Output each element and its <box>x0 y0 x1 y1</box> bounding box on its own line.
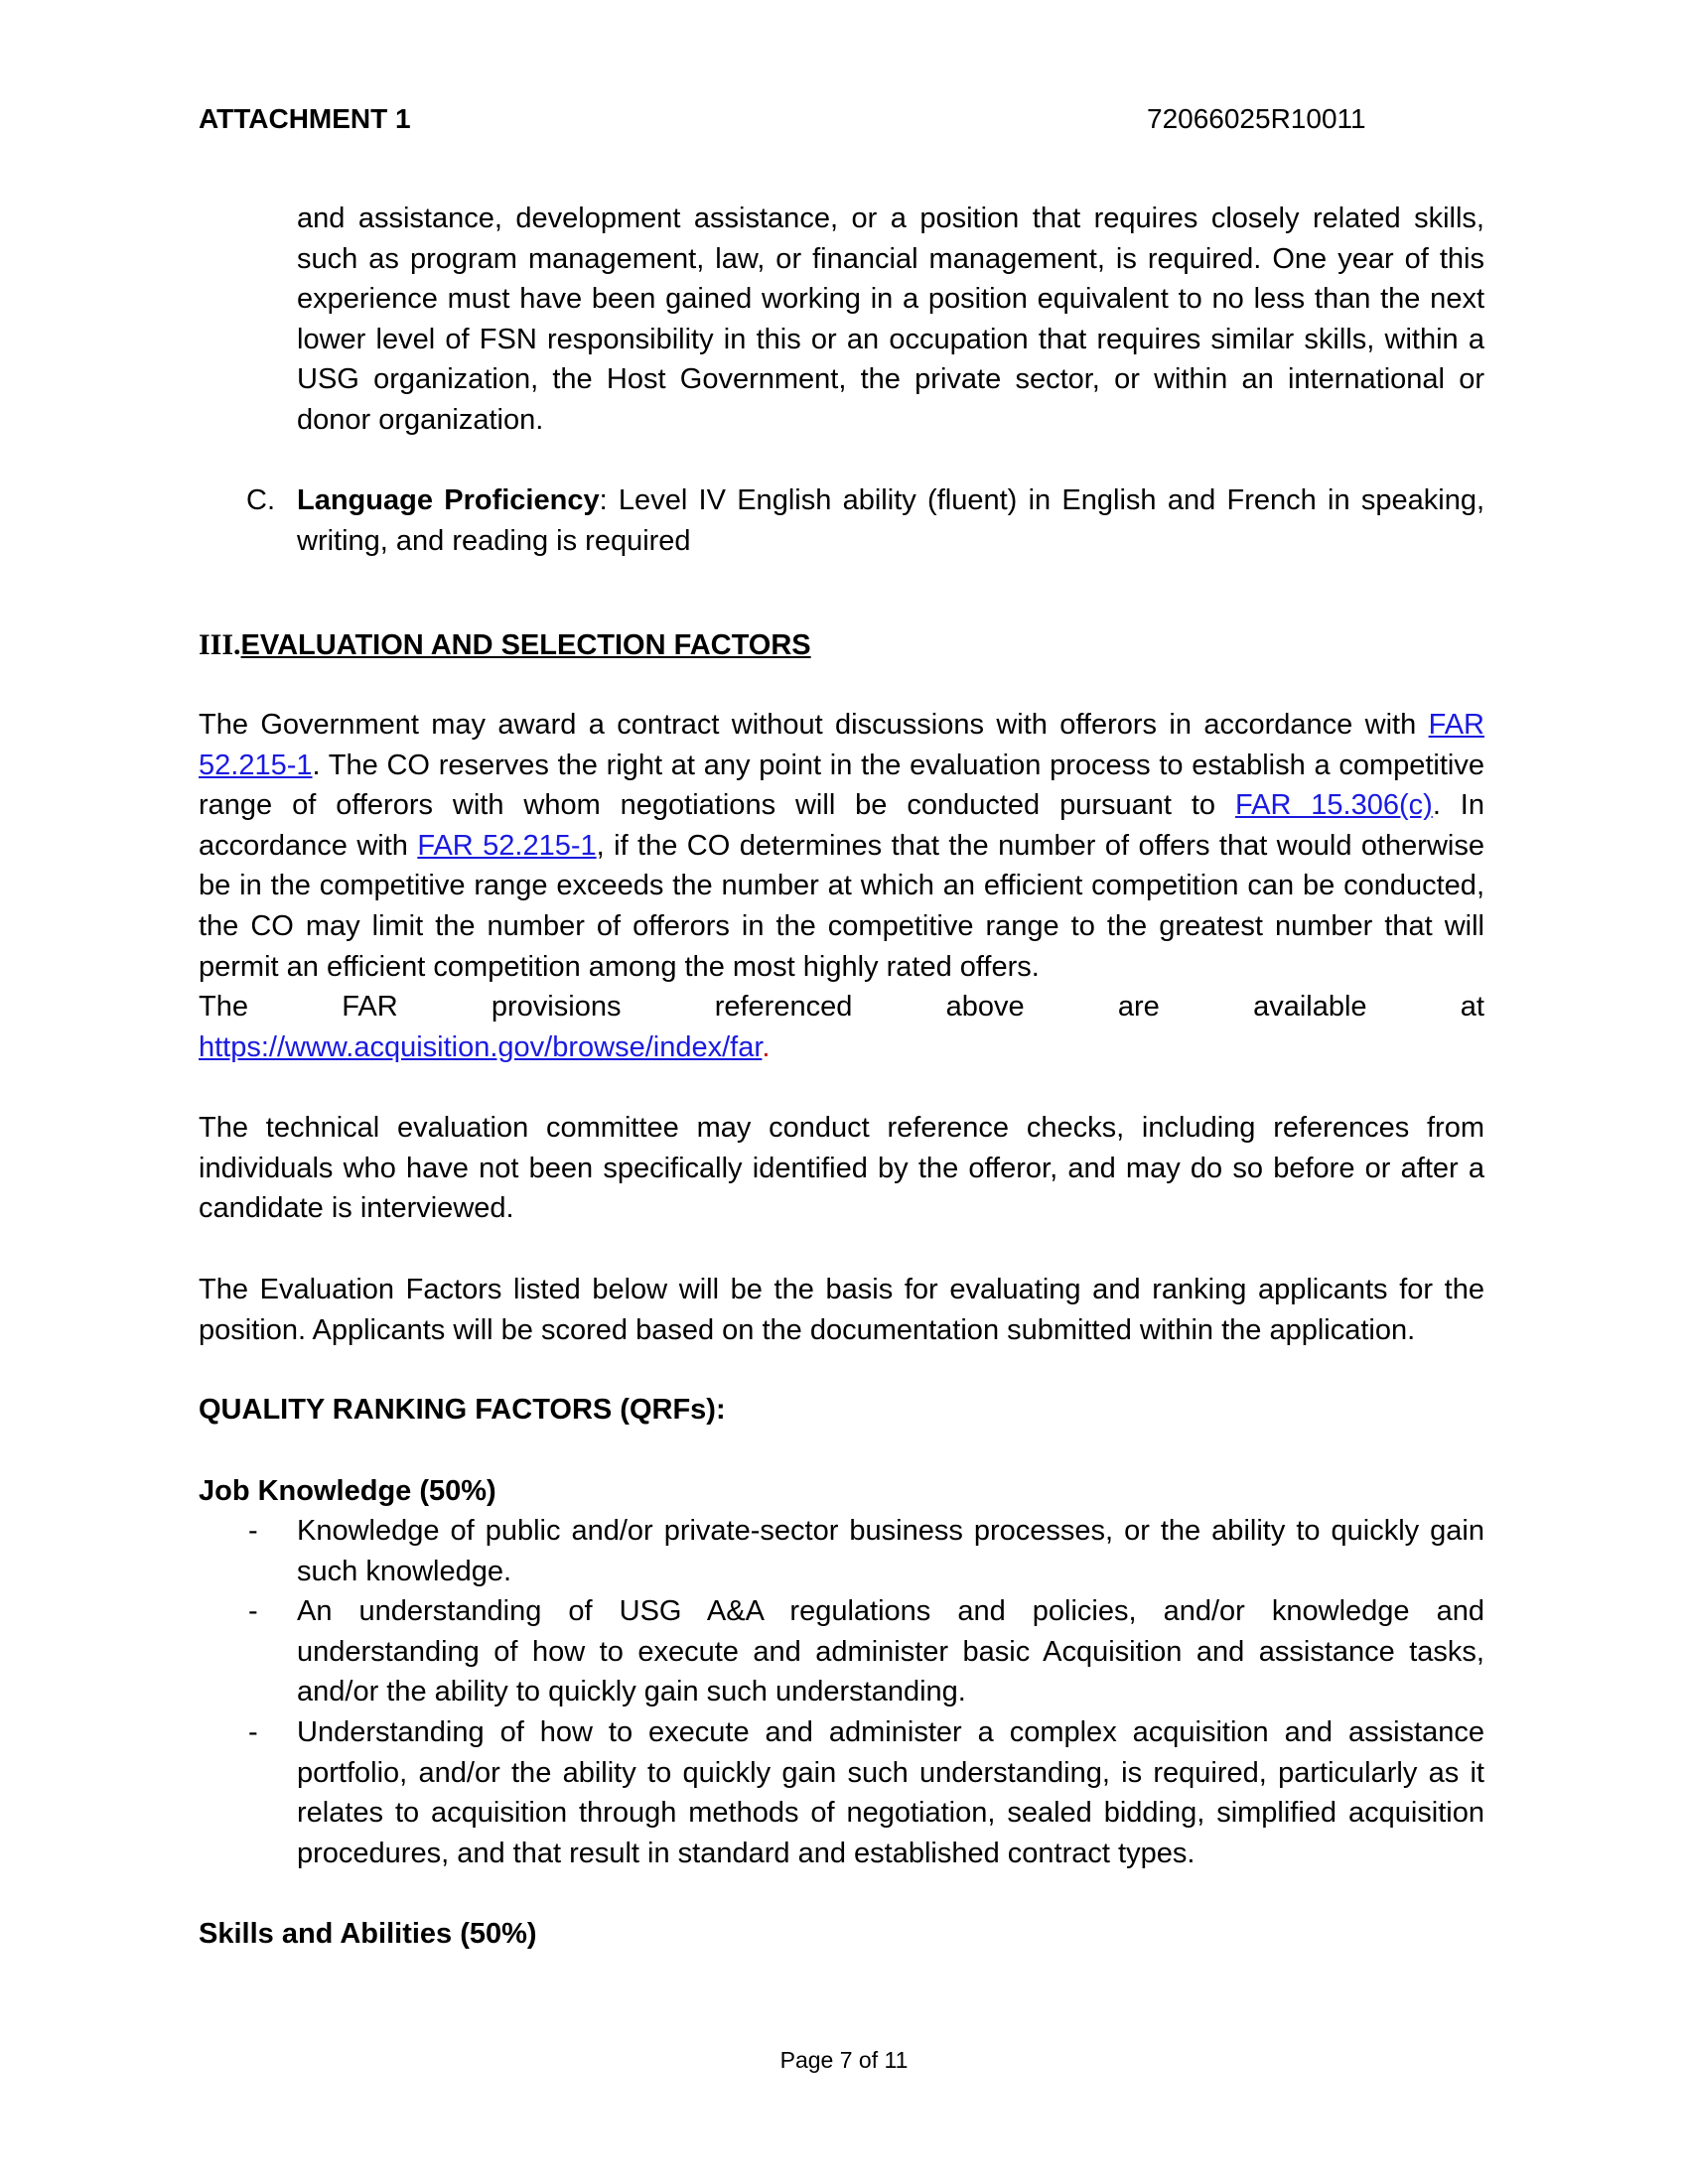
far-52-215-1-link-2[interactable]: FAR 52.215-1 <box>417 829 597 862</box>
page-number: Page 7 of 11 <box>779 2047 909 2073</box>
far-15-306c-link[interactable]: FAR 15.306(c) <box>1234 789 1433 822</box>
far-availability-line: The FAR provisions referenced above are available at <box>199 991 1484 1023</box>
reference-checks-paragraph: The technical evaluation committee may conduct reference checks, including references from individuals who have not been specifically identified by the offeror, and may do so before or after a candidate is interviewed. <box>199 1112 1484 1225</box>
language-proficiency-label: Language Proficiency <box>297 484 600 516</box>
job-knowledge-item: An understanding of USG A&A regulations and policies, and/or knowledge and understanding of how to execute and administer basic Acquisition and assistance tasks, and/or the ability to quickly gain such understanding. <box>297 1595 1484 1708</box>
item-c-marker: C. <box>246 484 275 516</box>
award-text-2: . The CO reserves the right at any point in the evaluation process to establish a competitive range of offerors with whom negotiations will be conducted pursuant to <box>199 749 1484 822</box>
far-url-line <box>199 1027 1484 1068</box>
far-url-period: . <box>762 1031 771 1063</box>
far-url-link[interactable]: https://www.acquisition.gov/browse/index/far <box>199 1031 763 1063</box>
bullet-marker: - <box>248 1515 258 1547</box>
section-numeral: III. <box>199 628 241 661</box>
evaluation-factors-paragraph: The Evaluation Factors listed below will be the basis for evaluating and ranking applicants for the position. Applicants will be scored based on the documentation submitted within the application. <box>199 1274 1484 1346</box>
job-knowledge-item: Knowledge of public and/or private-sector business processes, or the ability to quickly gain such knowledge. <box>297 1515 1484 1587</box>
award-text-3: . In accordance with <box>199 789 1484 862</box>
award-paragraph <box>199 705 1484 987</box>
far-52-215-1-link[interactable]: FAR 52.215-1 <box>199 709 1484 781</box>
job-knowledge-item: Understanding of how to execute and administer a complex acquisition and assistance portfolio, and/or the ability to quickly gain such understanding, is required, particularly as it relates to acquisition through methods of negotiation, sealed bidding, simplified acquisition procedures, and that result in standard and established contract types. <box>297 1716 1484 1869</box>
language-proficiency-text: : Level IV English ability (fluent) in English and French in speaking, writing, and reading is required <box>297 484 1485 557</box>
qrf-heading: QUALITY RANKING FACTORS (QRFs): <box>199 1394 726 1426</box>
language-proficiency-item <box>297 480 1484 561</box>
award-text-4: , if the CO determines that the number of offers that would otherwise be in the competitive range exceeds the number at which an efficient competition can be conducted, the CO may limit the number of offerors in the competitive range to the greatest number that will permit an efficient competition among the most highly rated offers. <box>199 829 1484 983</box>
bullet-marker: - <box>248 1716 258 1748</box>
skills-abilities-heading: Skills and Abilities (50%) <box>199 1918 537 1950</box>
section-title: EVALUATION AND SELECTION FACTORS <box>240 629 811 661</box>
attachment-label: ATTACHMENT 1 <box>199 103 411 134</box>
experience-continuation-paragraph: and assistance, development assistance, or a position that requires closely related skills, such as program management, law, or financial management, is required. One year of this experience must have been gained working in a position equivalent to no less than the next lower level of FSN responsibility in this or an occupation that requires similar skills, within a USG organization, the Host Government, the private sector, or within an international or donor organization. <box>297 203 1484 436</box>
section-heading <box>199 625 811 665</box>
bullet-marker: - <box>248 1595 258 1627</box>
solicitation-number: 72066025R10011 <box>1147 103 1366 134</box>
award-text-1: The Government may award a contract without discussions with offerors in accordance with <box>199 709 1429 741</box>
job-knowledge-heading: Job Knowledge (50%) <box>199 1475 496 1507</box>
